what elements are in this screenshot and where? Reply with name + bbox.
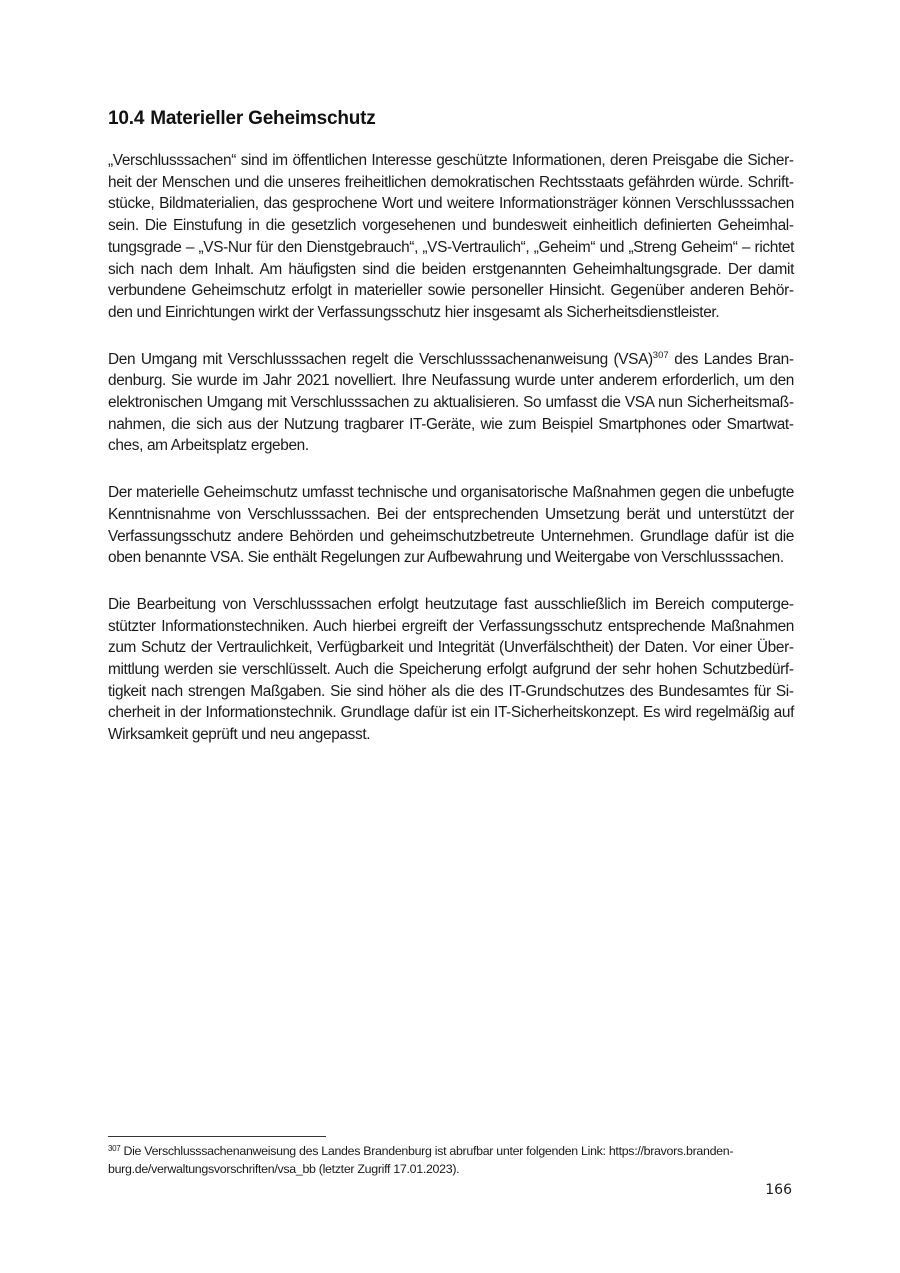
paragraph-4: Die Bearbeitung von Verschlusssachen erfolgt heutzutage fast ausschließlich im Bereich computergestützter Informationstechniken. Auch hierbei ergreift der Verfassungsschutz entsprechende Maßnahmen zum Schutz der Vertraulichkeit, Verfügbarkeit und Integrität (Unverfälschtheit) der Daten. Vor einer Übermittlung werden sie verschlüsselt. Auch die Speicherung erfolgt aufgrund der sehr hohen Schutzbedürftigkeit nach strengen Maßgaben. Sie sind höher als die des IT-Grundschutzes des Bundesamtes für Sicherheit in der Informationstechnik. Grundlage dafür ist ein IT-Sicherheitskonzept. Es wird regelmäßig auf Wirksamkeit geprüft und neu angepasst. bbox=[108, 595, 794, 744]
section-heading bbox=[108, 107, 808, 131]
page-number: 166 bbox=[765, 1182, 792, 1198]
footnote-number: 307 bbox=[108, 1144, 121, 1153]
footnote-reference[interactable]: 307 bbox=[652, 349, 669, 361]
section-number: 10.4 bbox=[108, 108, 145, 129]
paragraph-2 bbox=[108, 349, 794, 458]
footnote bbox=[108, 1142, 768, 1178]
body-text bbox=[108, 150, 794, 771]
section-title: Materieller Geheimschutz bbox=[150, 108, 376, 129]
footnote-separator bbox=[108, 1136, 326, 1137]
paragraph-2-text-start: Den Umgang mit Verschlusssachen regelt die Verschlusssachenanweisung (VSA) bbox=[108, 350, 653, 368]
paragraph-3: Der materielle Geheimschutz umfasst technische und organisatorische Maßnahmen gegen die unbefugte Kenntnisnahme von Verschlusssachen. Bei der entsprechenden Umsetzung berät und unterstützt der Verfassungsschutz andere Behörden und geheimschutzbetreute Unternehmen. Grundlage dafür ist die oben benannte VSA. Sie enthält Regelungen zur Aufbewahrung und Weitergabe von Verschlusssachen. bbox=[108, 484, 794, 567]
paragraph-2-text-end: des Landes Brandenburg. Sie wurde im Jahr 2021 novelliert. Ihre Neufassung wurde unter anderem erforderlich, um den elektronischen Umgang mit Verschlusssachen zu aktualisieren. So umfasst die VSA nun Sicherheitsmaßnahmen, die sich aus der Nutzung tragbarer IT-Geräte, wie zum Beispiel Smartphones oder Smartwatches, am Arbeitsplatz ergeben. bbox=[108, 350, 794, 455]
footnote-text: Die Verschlusssachenanweisung des Landes Brandenburg ist abrufbar unter folgenden Link: https://bravors.brandenburg.de/verwaltungsvorschriften/vsa_bb (letzter Zugriff 17.01.2023). bbox=[108, 1144, 734, 1176]
paragraph-1: „Verschlusssachen“ sind im öffentlichen Interesse geschützte Informationen, deren Preisgabe die Sicherheit der Menschen und die unseres freiheitlichen demokratischen Rechtsstaats gefährden würde. Schriftstücke, Bildmaterialien, das gesprochene Wort und weitere Informationsträger können Verschlusssachen sein. Die Einstufung in die gesetzlich vorgesehenen und bundesweit einheitlich definierten Geheimhaltungsgrade – „VS-Nur für den Dienstgebrauch“, „VS-Vertraulich“, „Geheim“ und „Streng Geheim“ – richtet sich nach dem Inhalt. Am häufigsten sind die beiden erstgenannten Geheimhaltungsgrade. Der damit verbundene Geheimschutz erfolgt in materieller sowie personeller Hinsicht. Gegenüber anderen Behörden und Einrichtungen wirkt der Verfassungsschutz hier insgesamt als Sicherheitsdienstleister. bbox=[108, 152, 794, 321]
